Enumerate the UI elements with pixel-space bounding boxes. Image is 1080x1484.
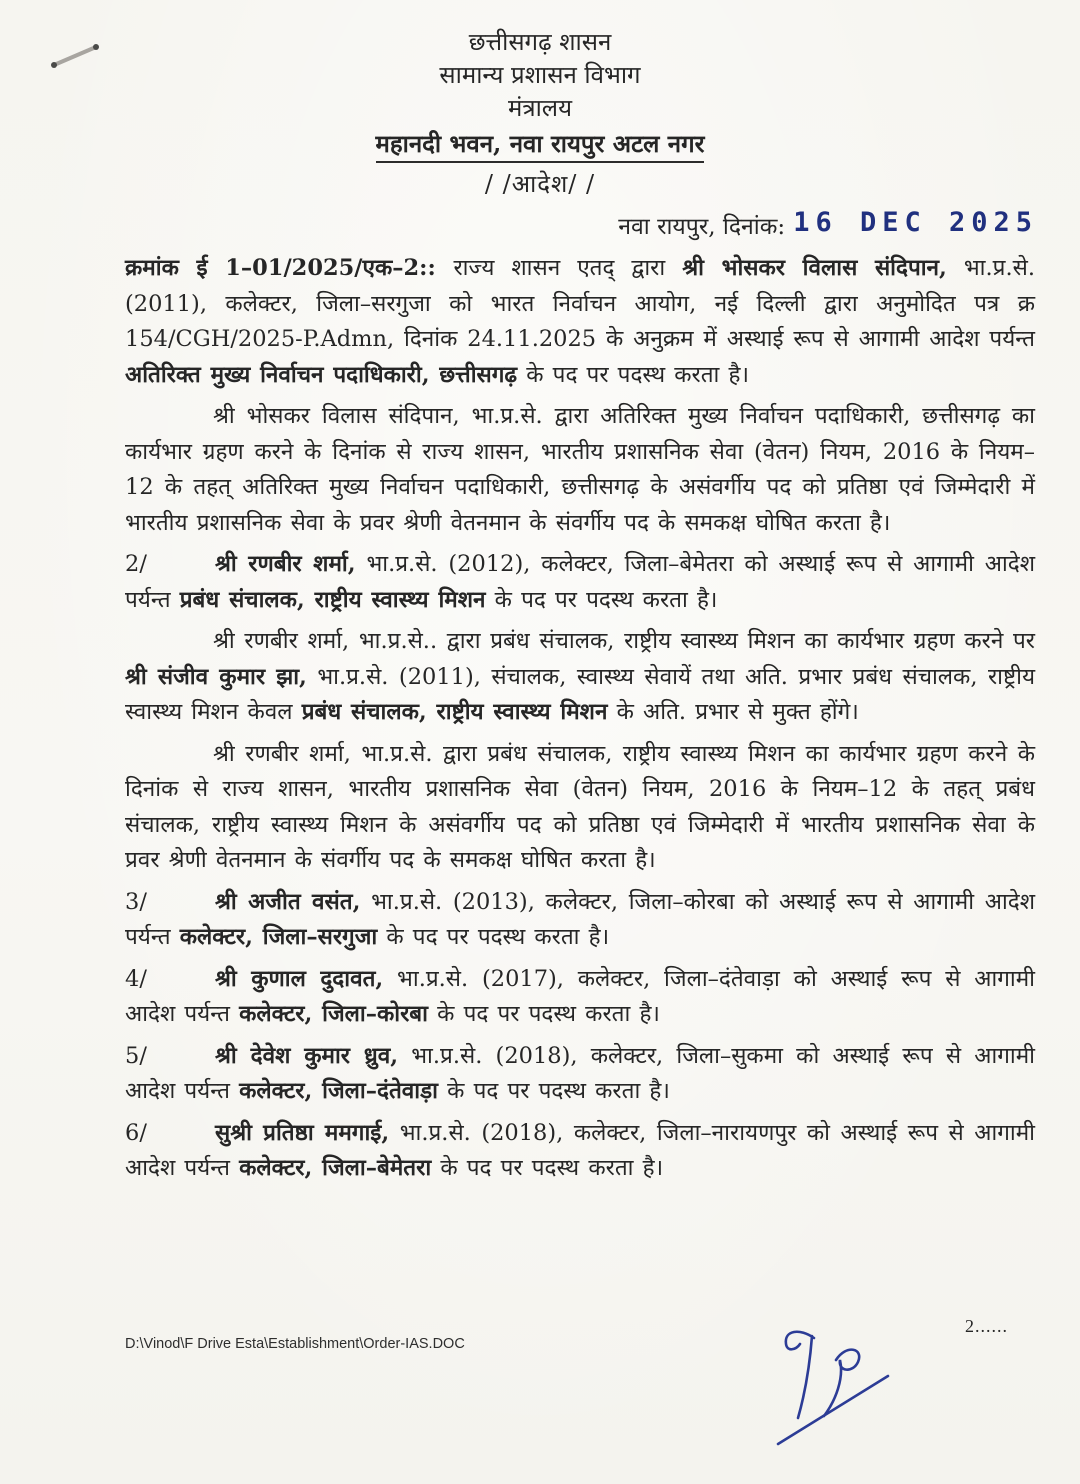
- file-path: D:\Vinod\F Drive Esta\Establishment\Order-IAS.DOC: [125, 1336, 465, 1352]
- body-text: के पद पर पदस्थ करता है।: [377, 924, 610, 950]
- emphasis-text: श्री अजीत वसंत,: [215, 888, 361, 915]
- body-text: भा.प्र.से. (2013), कलेक्टर, जिला–कोरबा को अस्थाई रूप से आगामी आदेश पर्यन्त: [125, 888, 1035, 950]
- emphasis-text: अतिरिक्त मुख्य निर्वाचन पदाधिकारी, छत्तीसगढ़: [125, 361, 518, 388]
- letterhead: [0, 0, 1080, 201]
- emphasis-text: प्रबंध संचालक, राष्ट्रीय स्वास्थ्य मिशन: [179, 586, 486, 613]
- emphasis-text: प्रबंध संचालक, राष्ट्रीय स्वास्थ्य मिशन: [301, 699, 608, 725]
- emphasis-text: श्री संजीव कुमार झा,: [125, 663, 307, 690]
- body-text: भा.प्र.से. (2018), कलेक्टर, जिला–नारायणपुर को अस्थाई रूप से आगामी आदेश पर्यन्त: [125, 1119, 1035, 1181]
- emphasis-text: कलेक्टर, जिला–दंतेवाड़ा: [239, 1078, 438, 1104]
- emphasis-text: कलेक्टर, जिला–बेमेतरा: [239, 1155, 432, 1181]
- body-text: श्री रणबीर शर्मा, भा.प्र.से.. द्वारा प्रबंध संचालक, राष्ट्रीय स्वास्थ्य मिशन का कार्यभार ग्रहण करने पर: [213, 628, 1035, 654]
- signature-ink: [770, 1322, 900, 1452]
- place-date-label: नवा रायपुर, दिनांक:: [618, 214, 786, 240]
- body-text: श्री रणबीर शर्मा, भा.प्र.से. द्वारा प्रबंध संचालक, राष्ट्रीय स्वास्थ्य मिशन का कार्यभार ग्रहण करने के दिनांक से राज्य शासन, भारतीय प्रशासनिक सेवा (वेतन) नियम, 2016 के नियम–12 के तहत् प्रबंध संचालक, राष्ट्रीय स्वास्थ्य मिशन के असंवर्गीय पद को प्रतिष्ठा एवं जिम्मेदारी में भारतीय प्रशासनिक सेवा के प्रवर श्रेणी वेतनमान के संवर्गीय पद के समकक्ष घोषित करता है।: [125, 740, 1035, 873]
- body-text: के पद पर पदस्थ करता है।: [485, 586, 718, 613]
- emphasis-text: श्री रणबीर शर्मा,: [215, 551, 356, 577]
- emphasis-text: क्रमांक ई 1–01/2025/एक–2::: [125, 255, 454, 281]
- order-paragraph: [125, 885, 1035, 956]
- order-heading: / /आदेश/ /: [484, 170, 596, 198]
- body-text: भा.प्र.से. (2011), संचालक, स्वास्थ्य सेवायें तथा अति. प्रभार प्रबंध संचालक, राष्ट्रीय स्वास्थ्य मिशन केवल: [125, 663, 1036, 725]
- government-name: छत्तीसगढ़ शासन: [468, 28, 612, 56]
- emphasis-text: कलेक्टर, जिला–सरगुजा: [179, 924, 378, 950]
- body-text: भा.प्र.से. (2012), कलेक्टर, जिला–बेमेतरा को अस्थाई रूप से आगामी आदेश पर्यन्त: [125, 551, 1036, 613]
- paragraph-marker: 5/: [125, 1042, 147, 1069]
- order-paragraph: [125, 547, 1035, 618]
- department-name: सामान्य प्रशासन विभाग: [439, 61, 641, 89]
- paragraph-marker: 6/: [125, 1119, 147, 1146]
- order-paragraph: [125, 1116, 1035, 1187]
- dateline: [0, 201, 1080, 245]
- body-text: के पद पर पदस्थ करता है।: [431, 1155, 664, 1181]
- paragraph-marker: 4/: [125, 965, 147, 992]
- staple-mark: [48, 40, 104, 76]
- ministry-name: मंत्रालय: [507, 94, 572, 122]
- order-paragraph: [125, 399, 1035, 541]
- paragraph-marker: 2/: [125, 551, 147, 577]
- body-text: के अति. प्रभार से मुक्त होंगे।: [607, 699, 859, 725]
- body-text: के पद पर पदस्थ करता है।: [437, 1078, 670, 1104]
- body-text: राज्य शासन एतद् द्वारा: [453, 255, 683, 281]
- emphasis-text: कलेक्टर, जिला–कोरबा: [239, 1001, 428, 1027]
- date-stamp: 16 DEC 2025: [793, 206, 1038, 238]
- emphasis-text: श्री भोसकर विलास संदिपान,: [682, 255, 947, 281]
- emphasis-text: श्री कुणाल दुदावत,: [215, 965, 384, 992]
- signature: [770, 1322, 900, 1456]
- office-address: महानदी भवन, नवा रायपुर अटल नगर: [376, 127, 705, 163]
- emphasis-text: सुश्री प्रतिष्ठा ममगाई,: [215, 1119, 390, 1146]
- emphasis-text: श्री देवेश कुमार ध्रुव,: [215, 1042, 399, 1069]
- order-paragraph: [125, 737, 1035, 879]
- body-text: के पद पर पदस्थ करता है।: [428, 1001, 660, 1027]
- body-text: श्री भोसकर विलास संदिपान, भा.प्र.से. द्वारा अतिरिक्त मुख्य निर्वाचन पदाधिकारी, छत्तीसगढ़ का कार्यभार ग्रहण करने के दिनांक से राज्य शासन, भारतीय प्रशासनिक सेवा (वेतन) नियम, 2016 के नियम–12 के तहत् अतिरिक्त मुख्य निर्वाचन पदाधिकारी, छत्तीसगढ़ के असंवर्गीय पद को प्रतिष्ठा एवं जिम्मेदारी में भारतीय प्रशासनिक सेवा के प्रवर श्रेणी वेतनमान के संवर्गीय पद के समकक्ष घोषित करता है।: [125, 403, 1035, 536]
- body-text: भा.प्र.से. (2018), कलेक्टर, जिला–सुकमा को अस्थाई रूप से आगामी आदेश पर्यन्त: [125, 1042, 1036, 1104]
- staple-mark-graphic: [48, 40, 104, 72]
- paragraph-marker: 3/: [125, 888, 147, 915]
- body-text: भा.प्र.से. (2011), कलेक्टर, जिला–सरगुजा को भारत निर्वाचन आयोग, नई दिल्ली द्वारा अनुमोदित पत्र क्र 154/CGH/2025-P.Admn, दिनांक 24.11.2025 के अनुक्रम में अस्थाई रूप से आगामी आदेश पर्यन्त: [125, 255, 1035, 352]
- order-body: [0, 245, 1080, 1187]
- order-paragraph: [125, 251, 1035, 393]
- body-text: के पद पर पदस्थ करता है।: [517, 361, 749, 388]
- page-number: 2......: [965, 1316, 1008, 1336]
- body-text: भा.प्र.से. (2017), कलेक्टर, जिला–दंतेवाड़ा को अस्थाई रूप से आगामी आदेश पर्यन्त: [125, 965, 1035, 1027]
- order-paragraph: [125, 962, 1035, 1033]
- order-paragraph: [125, 624, 1035, 731]
- order-paragraph: [125, 1039, 1035, 1110]
